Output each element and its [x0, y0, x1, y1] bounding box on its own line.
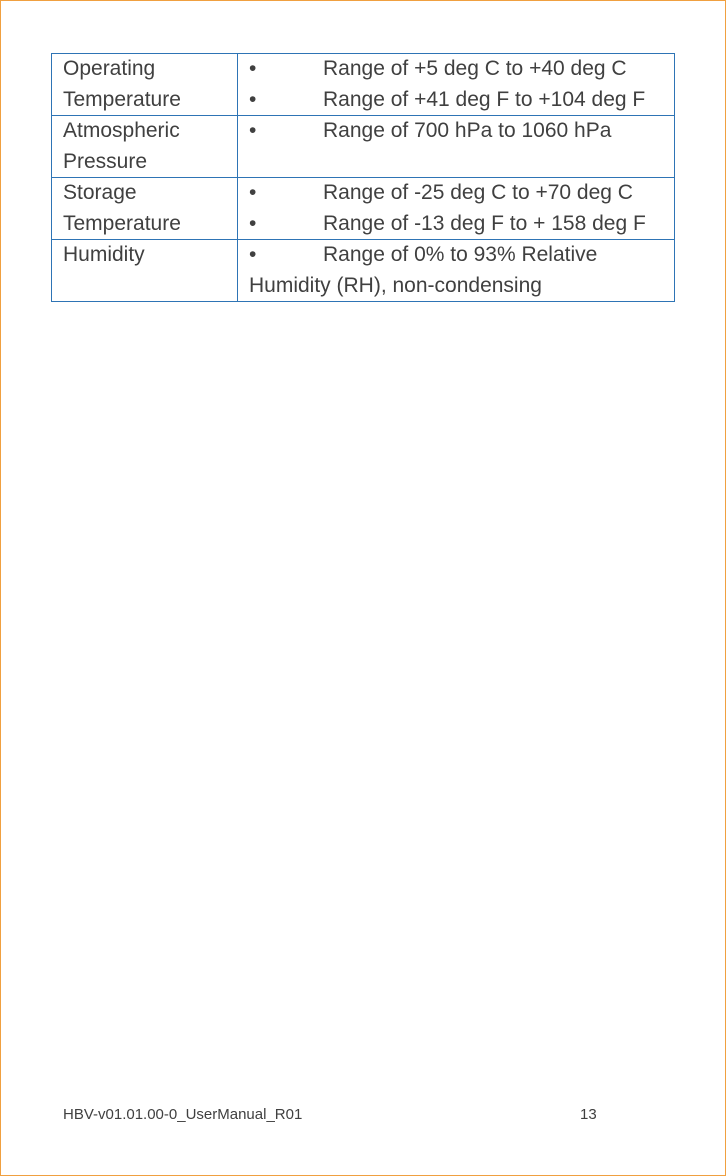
row-values [238, 240, 675, 302]
row-label: Atmospheric Pressure [52, 116, 238, 178]
bullet-icon: • [249, 87, 257, 111]
row-label: Storage Temperature [52, 178, 238, 240]
table-row [52, 178, 675, 240]
list-item-text: Range of 0% to 93% Relative Humidity (RH), non-condensing [249, 243, 598, 297]
table-row [52, 240, 675, 302]
list-item [249, 85, 674, 116]
row-label: Operating Temperature [52, 54, 238, 116]
list-item-text: Range of +41 deg F to +104 deg F [323, 87, 646, 111]
specifications-table [51, 53, 675, 302]
bullet-icon: • [249, 57, 257, 80]
list-item-text: Range of -13 deg F to + 158 deg F [323, 211, 646, 235]
list-item-text: Range of -25 deg C to +70 deg C [323, 181, 633, 204]
list-item [249, 116, 674, 147]
list-item [249, 178, 674, 209]
list-item [249, 54, 674, 85]
row-values [238, 54, 675, 116]
bullet-icon: • [249, 243, 257, 266]
page-number: 13 [580, 1106, 597, 1123]
bullet-icon: • [249, 211, 257, 235]
table-row [52, 54, 675, 116]
table-row [52, 116, 675, 178]
row-values [238, 116, 675, 178]
footer-document-id: HBV-v01.01.00-0_UserManual_R01 [63, 1106, 303, 1123]
list-item-text: Range of 700 hPa to 1060 hPa [323, 119, 612, 142]
list-item [249, 240, 674, 301]
row-values [238, 178, 675, 240]
list-item-text: Range of +5 deg C to +40 deg C [323, 57, 627, 80]
row-label: Humidity [52, 240, 238, 302]
bullet-icon: • [249, 181, 257, 204]
list-item [249, 209, 674, 240]
bullet-icon: • [249, 119, 257, 142]
